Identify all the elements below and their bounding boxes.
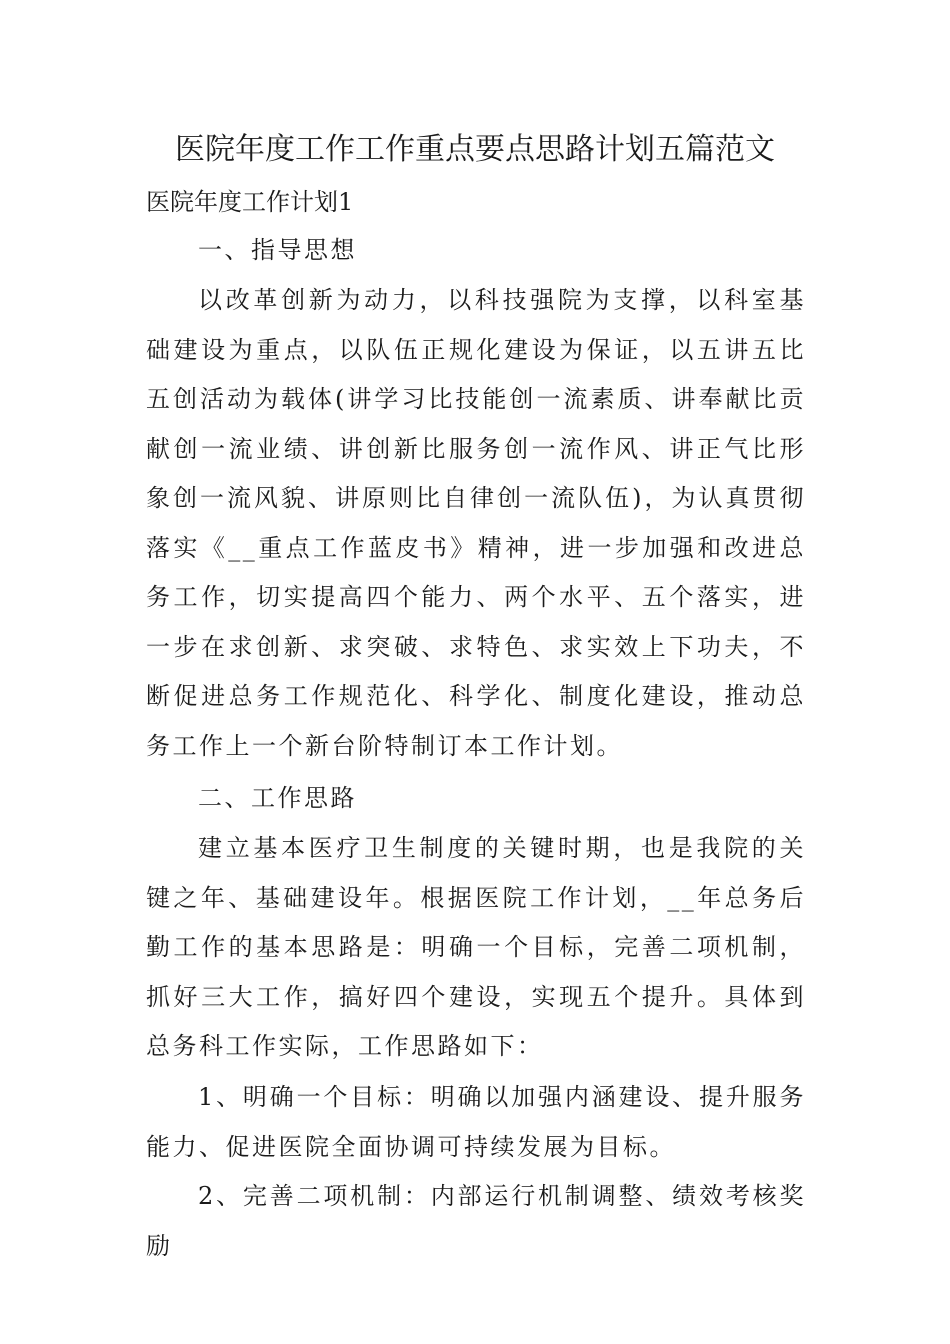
section-heading-work-ideas: 二、工作思路 bbox=[198, 784, 357, 812]
paragraph-guiding-ideology: 以改革创新为动力，以科技强院为支撑，以科室基础建设为重点，以队伍正规化建设为保证，以五讲五比五创活动为载体(讲学习比技能创一流素质、讲奉献比贡献创一流业绩、讲创新比服务创一流作风、讲正气比形象创一流风貌、讲原则比自律创一流队伍)，为认真贯彻落实《__重点工作蓝皮书》精神，进一步加强和改进总务工作，切实提高四个能力、两个水平、五个落实，进一步在求创新、求突破、求特色、求实效上下功夫，不断促进总务工作规范化、科学化、制度化建设，推动总务工作上一个新台阶特制订本工作计划。 bbox=[146, 286, 806, 760]
paragraph-work-ideas: 建立基本医疗卫生制度的关键时期，也是我院的关键之年、基础建设年。根据医院工作计划，__年总务后勤工作的基本思路是：明确一个目标，完善二项机制，抓好三大工作，搞好四个建设，实现五个提升。具体到总务科工作实际，工作思路如下： bbox=[146, 834, 806, 1060]
list-item-goal: 1、明确一个目标：明确以加强内涵建设、提升服务能力、促进医院全面协调可持续发展为目标。 bbox=[146, 1083, 806, 1161]
list-item-mechanisms: 2、完善二项机制：内部运行机制调整、绩效考核奖励 bbox=[146, 1182, 806, 1260]
document-title: 医院年度工作工作重点要点思路计划五篇范文 bbox=[175, 132, 775, 167]
section-heading-guiding-ideology: 一、指导思想 bbox=[198, 236, 357, 264]
document-subtitle: 医院年度工作计划1 bbox=[146, 188, 354, 216]
